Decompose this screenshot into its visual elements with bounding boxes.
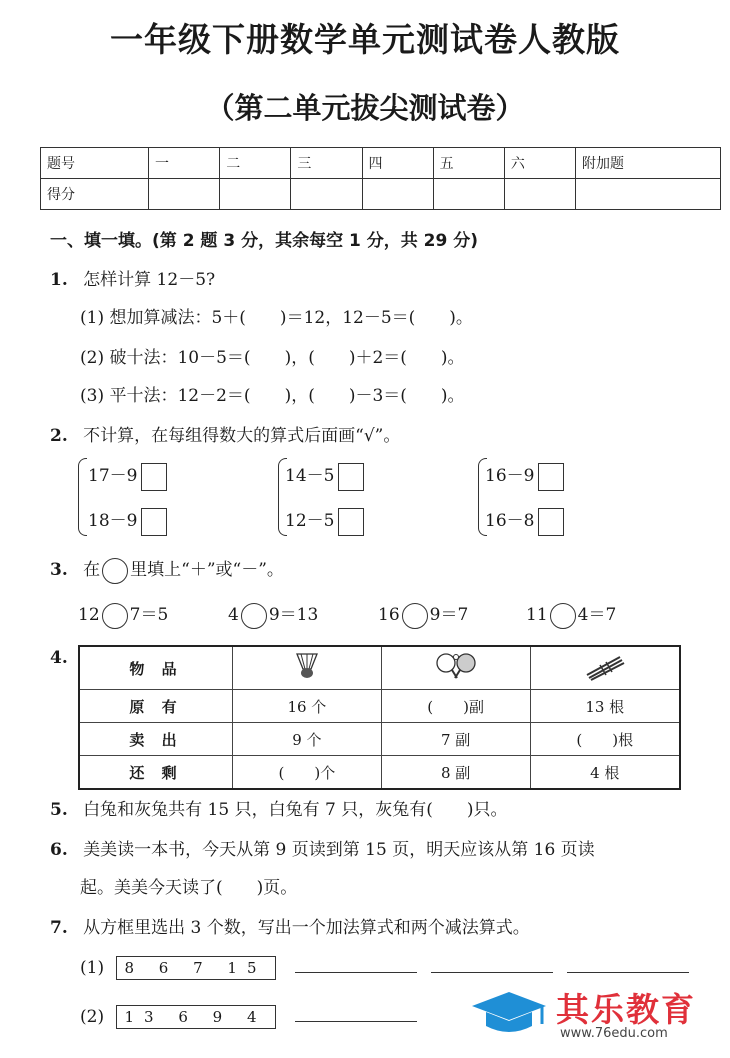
watermark-logo xyxy=(468,984,718,1044)
question-text: 白兔和灰兔共有 15 只，白兔有 7 只，灰兔有( )只。 xyxy=(83,800,508,820)
score-cell[interactable] xyxy=(433,179,504,210)
operand: 4 xyxy=(228,605,239,625)
question-number: 3. xyxy=(50,560,68,580)
compare-item xyxy=(485,506,564,536)
expression: 12－5 xyxy=(285,511,335,531)
score-table-score-row xyxy=(41,179,721,210)
score-row-label: 得分 xyxy=(41,179,149,210)
answer-line[interactable] xyxy=(567,954,689,973)
ping-pong-paddles-icon xyxy=(381,646,530,690)
score-header-cell: 附加题 xyxy=(575,148,720,179)
number-set-row xyxy=(80,1003,417,1029)
score-cell[interactable] xyxy=(220,179,291,210)
question-1-part: (2) 破十法：10－5＝( )，( )＋2＝( )。 xyxy=(80,348,465,368)
operand: 12 xyxy=(78,605,100,625)
question-text: 里填上“＋”或“－”。 xyxy=(130,560,284,580)
operator-circle[interactable] xyxy=(102,603,128,629)
row-label: 还 剩 xyxy=(79,756,233,790)
watermark-name: 其乐教育 xyxy=(556,990,696,1029)
graduation-cap-icon xyxy=(468,988,550,1040)
question-number: 7. xyxy=(50,918,68,938)
operator-item xyxy=(228,600,318,629)
score-cell[interactable] xyxy=(149,179,220,210)
table-cell[interactable]: ( )副 xyxy=(381,690,530,723)
table-row xyxy=(79,690,680,723)
question-text: 怎样计算 12－5? xyxy=(83,270,216,290)
question-1-part: (1) 想加算减法：5＋( )＝12，12－5＝( )。 xyxy=(80,308,473,328)
operator-circle[interactable] xyxy=(402,603,428,629)
number-box: 13 6 9 4 xyxy=(116,1005,276,1029)
operator-item xyxy=(78,600,168,629)
table-cell: 4 根 xyxy=(530,756,680,790)
expression: 18－9 xyxy=(88,511,138,531)
row-label: 原 有 xyxy=(79,690,233,723)
question-text: 在 xyxy=(83,560,101,580)
set-label: (2) xyxy=(80,1007,105,1027)
row-label: 卖 出 xyxy=(79,723,233,756)
score-cell[interactable] xyxy=(291,179,362,210)
answer-box[interactable] xyxy=(538,508,564,536)
question-text: 从方框里选出 3 个数，写出一个加法算式和两个减法算式。 xyxy=(83,918,530,938)
operand: 7＝5 xyxy=(129,605,169,625)
score-cell[interactable] xyxy=(504,179,575,210)
compare-item xyxy=(285,461,364,491)
table-cell: 9 个 xyxy=(233,723,382,756)
page-title: 一年级下册数学单元测试卷人教版 xyxy=(110,20,620,59)
answer-line[interactable] xyxy=(295,954,417,973)
question-3 xyxy=(50,555,284,584)
question-7 xyxy=(50,913,530,938)
question-number: 5. xyxy=(50,800,68,820)
table-row xyxy=(79,756,680,790)
number-box: 8 6 7 15 xyxy=(116,956,276,980)
operand: 9＝13 xyxy=(268,605,319,625)
section-heading: 一、填一填。(第 2 题 3 分，其余每空 1 分，共 29 分) xyxy=(50,231,479,251)
number-set-row xyxy=(80,954,689,980)
question-1 xyxy=(50,265,215,290)
expression: 16－9 xyxy=(485,466,535,486)
answer-box[interactable] xyxy=(338,463,364,491)
table-row xyxy=(79,646,680,690)
items-table xyxy=(78,645,681,790)
question-1-part: (3) 平十法：12－2＝( )，( )－3＝( )。 xyxy=(80,386,465,406)
answer-box[interactable] xyxy=(141,508,167,536)
question-6 xyxy=(50,835,595,860)
score-cell[interactable] xyxy=(575,179,720,210)
score-table-header-row xyxy=(41,148,721,179)
score-header-cell: 一 xyxy=(149,148,220,179)
operator-item xyxy=(378,600,468,629)
compare-item xyxy=(88,461,167,491)
table-cell: 8 副 xyxy=(381,756,530,790)
watermark-url: www.76edu.com xyxy=(560,1026,668,1041)
operator-item xyxy=(526,600,616,629)
score-header-cell: 三 xyxy=(291,148,362,179)
score-header-cell: 四 xyxy=(362,148,433,179)
table-cell[interactable]: ( )个 xyxy=(233,756,382,790)
score-header-cell: 二 xyxy=(220,148,291,179)
question-text: 起。美美今天读了( )页。 xyxy=(80,878,298,898)
compare-item xyxy=(88,506,167,536)
score-header-cell: 六 xyxy=(504,148,575,179)
expression: 14－5 xyxy=(285,466,335,486)
question-number: 4. xyxy=(50,648,68,668)
operand: 11 xyxy=(526,605,548,625)
operand: 9＝7 xyxy=(429,605,469,625)
operator-circle[interactable] xyxy=(550,603,576,629)
question-number: 1. xyxy=(50,270,68,290)
score-header-cell: 五 xyxy=(433,148,504,179)
answer-line[interactable] xyxy=(295,1003,417,1022)
answer-line[interactable] xyxy=(431,954,553,973)
circle-icon xyxy=(102,558,128,584)
question-5 xyxy=(50,795,507,820)
table-row xyxy=(79,723,680,756)
sticks-bundle-icon xyxy=(530,646,680,690)
answer-box[interactable] xyxy=(538,463,564,491)
operand: 4＝7 xyxy=(577,605,617,625)
table-cell[interactable]: ( )根 xyxy=(530,723,680,756)
question-text: 不计算，在每组得数大的算式后面画“√”。 xyxy=(83,426,401,446)
row-label: 物 品 xyxy=(79,646,233,690)
answer-box[interactable] xyxy=(141,463,167,491)
table-cell: 7 副 xyxy=(381,723,530,756)
page-subtitle: （第二单元拔尖测试卷） xyxy=(205,91,525,125)
expression: 16－8 xyxy=(485,511,535,531)
set-label: (1) xyxy=(80,958,105,978)
score-table xyxy=(40,147,721,210)
brace-bracket xyxy=(78,458,87,536)
compare-item xyxy=(285,506,364,536)
expression: 17－9 xyxy=(88,466,138,486)
table-cell: 16 个 xyxy=(233,690,382,723)
question-2 xyxy=(50,421,400,446)
question-number: 2. xyxy=(50,426,68,446)
score-cell[interactable] xyxy=(362,179,433,210)
operator-circle[interactable] xyxy=(241,603,267,629)
table-cell: 13 根 xyxy=(530,690,680,723)
shuttlecock-icon xyxy=(233,646,382,690)
answer-box[interactable] xyxy=(338,508,364,536)
operand: 16 xyxy=(378,605,400,625)
compare-item xyxy=(485,461,564,491)
question-text: 美美读一本书，今天从第 9 页读到第 15 页，明天应该从第 16 页读 xyxy=(83,840,595,860)
question-number: 6. xyxy=(50,840,68,860)
score-header-cell: 题号 xyxy=(41,148,149,179)
